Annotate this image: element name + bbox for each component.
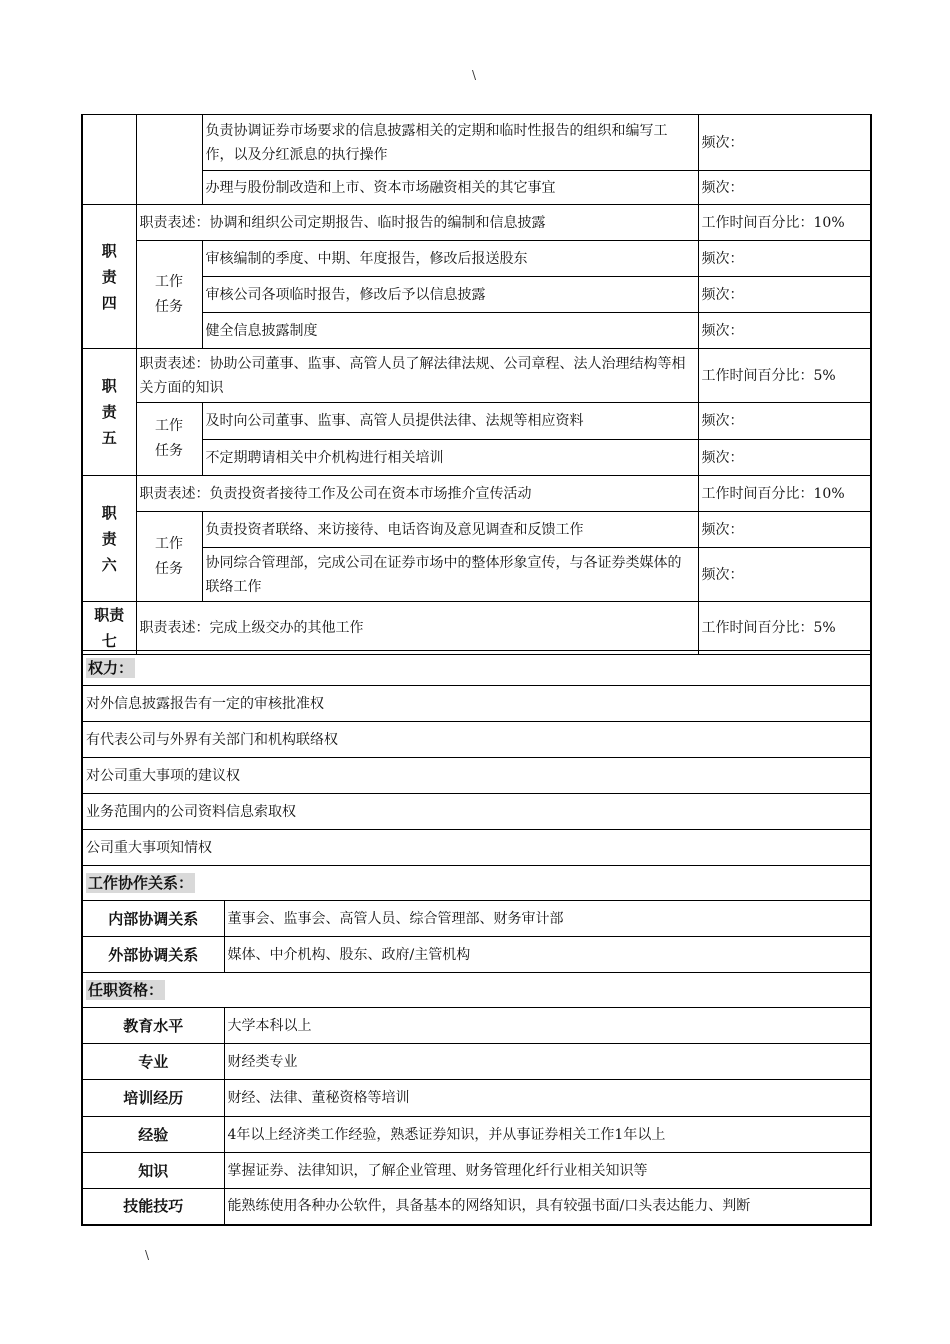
relation-label: 内部协调关系 — [82, 901, 224, 937]
duty-7-time: 工作时间百分比：5% — [698, 602, 871, 655]
duty-6-statement: 职责表述：负责投资者接待工作及公司在资本市场推介宣传活动 — [136, 476, 698, 512]
duty-5-statement: 职责表述：协助公司董事、监事、高管人员了解法律法规、公司章程、法人治理结构等相关方面的知识 — [136, 349, 698, 403]
task-item: 审核编制的季度、中期、年度报告，修改后报送股东 — [202, 241, 698, 277]
relations-heading: 工作协作关系： — [82, 866, 871, 901]
task-item: 审核公司各项临时报告，修改后予以信息披露 — [202, 277, 698, 313]
authority-heading: 权力： — [82, 651, 871, 686]
qualification-label: 经验 — [82, 1117, 224, 1153]
task-item: 办理与股份制改造和上市、资本市场融资相关的其它事宜 — [202, 171, 698, 205]
qualification-value: 能熟练使用各种办公软件，具备基本的网络知识，具有较强书面/口头表达能力、判断 — [224, 1189, 871, 1225]
frequency-field: 频次： — [698, 171, 871, 205]
duty-5-time: 工作时间百分比：5% — [698, 349, 871, 403]
task-item: 协同综合管理部，完成公司在证券市场中的整体形象宣传，与各证券类媒体的联络工作 — [202, 548, 698, 602]
requirements-table — [81, 650, 872, 1226]
task-item: 及时向公司董事、监事、高管人员提供法律、法规等相应资料 — [202, 403, 698, 440]
authority-item: 有代表公司与外界有关部门和机构联络权 — [82, 722, 871, 758]
qualification-label: 知识 — [82, 1153, 224, 1189]
task-item: 健全信息披露制度 — [202, 313, 698, 349]
frequency-field: 频次： — [698, 241, 871, 277]
duty-5-label: 职 责 五 — [82, 349, 136, 476]
frequency-field: 频次： — [698, 277, 871, 313]
frequency-field: 频次： — [698, 313, 871, 349]
duty-6-label: 职 责 六 — [82, 476, 136, 602]
task-label-empty — [136, 115, 202, 205]
task-item: 不定期聘请相关中介机构进行相关培训 — [202, 440, 698, 476]
frequency-field: 频次： — [698, 548, 871, 602]
duty-6-time: 工作时间百分比：10% — [698, 476, 871, 512]
duty-4-time: 工作时间百分比：10% — [698, 205, 871, 241]
qualification-label: 技能技巧 — [82, 1189, 224, 1225]
qualification-label: 培训经历 — [82, 1080, 224, 1117]
relation-value: 董事会、监事会、高管人员、综合管理部、财务审计部 — [224, 901, 871, 937]
authority-item: 对外信息披露报告有一定的审核批准权 — [82, 686, 871, 722]
duties-table — [81, 114, 872, 655]
qualification-value: 掌握证券、法律知识，了解企业管理、财务管理化纤行业相关知识等 — [224, 1153, 871, 1189]
task-item: 负责投资者联络、来访接待、电话咨询及意见调查和反馈工作 — [202, 512, 698, 548]
duty-7-statement: 职责表述：完成上级交办的其他工作 — [136, 602, 698, 655]
qualifications-heading: 任职资格： — [82, 973, 871, 1008]
page-mark-bottom: \ — [145, 1248, 150, 1262]
authority-item: 公司重大事项知情权 — [82, 830, 871, 866]
task-label: 工作 任务 — [136, 512, 202, 602]
qualification-value: 财经类专业 — [224, 1044, 871, 1080]
duty-4-statement: 职责表述：协调和组织公司定期报告、临时报告的编制和信息披露 — [136, 205, 698, 241]
frequency-field: 频次： — [698, 403, 871, 440]
page-mark-top: \ — [472, 68, 477, 82]
duty-7-label: 职责 七 — [82, 602, 136, 655]
qualification-label: 教育水平 — [82, 1008, 224, 1044]
frequency-field: 频次： — [698, 115, 871, 171]
frequency-field: 频次： — [698, 512, 871, 548]
duty-label-empty — [82, 115, 136, 205]
task-label: 工作 任务 — [136, 403, 202, 476]
frequency-field: 频次： — [698, 440, 871, 476]
qualification-label: 专业 — [82, 1044, 224, 1080]
duty-4-label: 职 责 四 — [82, 205, 136, 349]
task-item: 负责协调证券市场要求的信息披露相关的定期和临时性报告的组织和编写工作，以及分红派息的执行操作 — [202, 115, 698, 171]
qualification-value: 财经、法律、董秘资格等培训 — [224, 1080, 871, 1117]
relation-label: 外部协调关系 — [82, 937, 224, 973]
qualification-value: 大学本科以上 — [224, 1008, 871, 1044]
relation-value: 媒体、中介机构、股东、政府/主管机构 — [224, 937, 871, 973]
authority-item: 业务范围内的公司资料信息索取权 — [82, 794, 871, 830]
task-label: 工作 任务 — [136, 241, 202, 349]
qualification-value: 4年以上经济类工作经验，熟悉证券知识，并从事证券相关工作1年以上 — [224, 1117, 871, 1153]
authority-item: 对公司重大事项的建议权 — [82, 758, 871, 794]
